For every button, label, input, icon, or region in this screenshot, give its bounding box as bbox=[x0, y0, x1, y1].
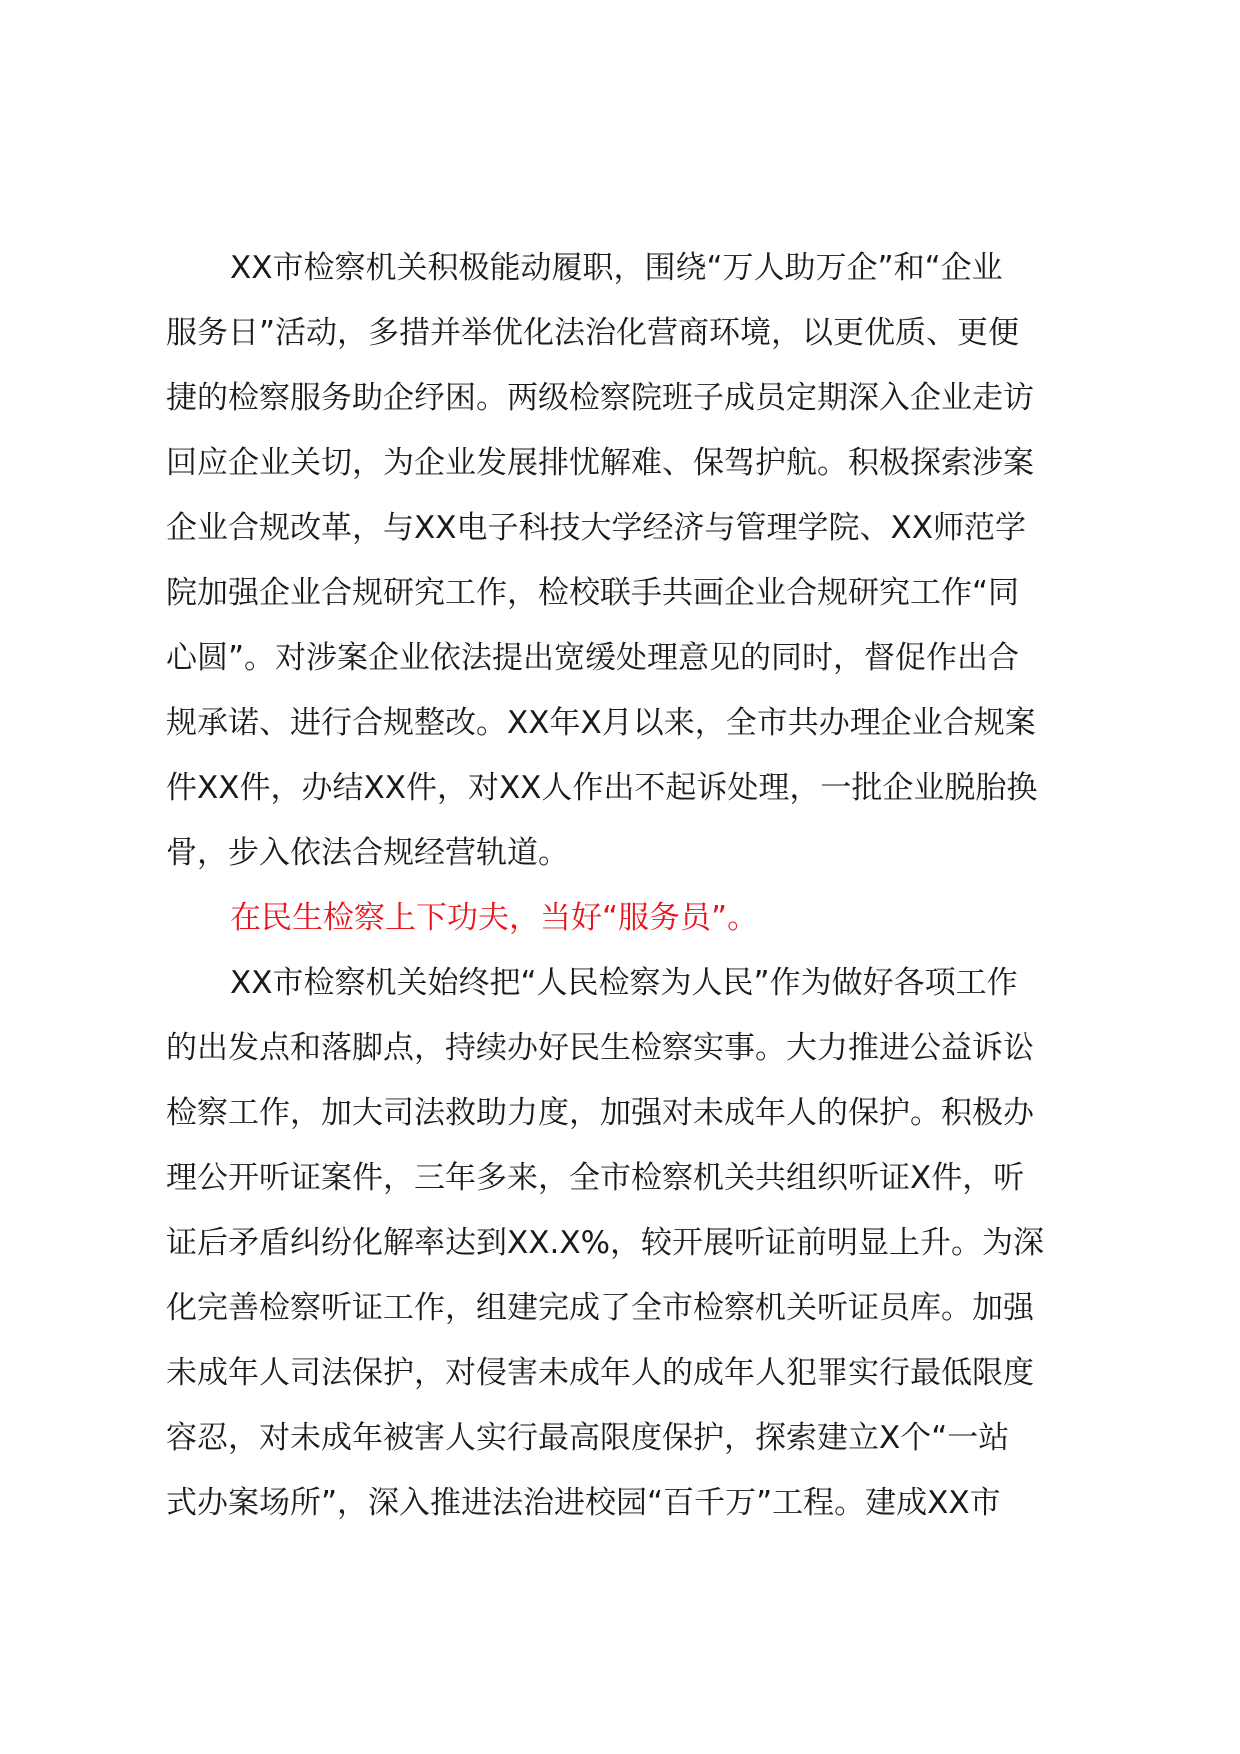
paragraph-line: 理公开听证案件，三年多来，全市检察机关共组织听证X件，听 bbox=[166, 1160, 1025, 1196]
paragraph-livelihood bbox=[166, 951, 1106, 1536]
paragraph-line: 规承诺、进行合规整改。XX年X月以来，全市共办理企业合规案 bbox=[166, 705, 1036, 741]
paragraph-line: 证后矛盾纠纷化解率达到XX.X%，较开展听证前明显上升。为深 bbox=[166, 1225, 1045, 1261]
document-body bbox=[166, 236, 1106, 1536]
paragraph-line: 心圆”。对涉案企业依法提出宽缓处理意见的同时，督促作出合 bbox=[166, 640, 1020, 676]
section-heading bbox=[166, 886, 1106, 951]
paragraph-line: 捷的检察服务助企纾困。两级检察院班子成员定期深入企业走访 bbox=[166, 380, 1034, 416]
paragraph-line: 骨，步入依法合规经营轨道。 bbox=[166, 835, 569, 871]
paragraph-line: 化完善检察听证工作，组建完成了全市检察机关听证员库。加强 bbox=[166, 1290, 1034, 1326]
paragraph-line: 件XX件，办结XX件，对XX人作出不起诉处理，一批企业脱胎换 bbox=[166, 770, 1038, 806]
paragraph-line: 院加强企业合规研究工作，检校联手共画企业合规研究工作“同 bbox=[166, 575, 1020, 611]
paragraph-line: 未成年人司法保护，对侵害未成年人的成年人犯罪实行最低限度 bbox=[166, 1355, 1034, 1391]
paragraph-line: 服务日”活动，多措并举优化法治化营商环境，以更优质、更便 bbox=[166, 315, 1020, 351]
paragraph-line: 检察工作，加大司法救助力度，加强对未成年人的保护。积极办 bbox=[166, 1095, 1034, 1131]
paragraph-line: 回应企业关切，为企业发展排忧解难、保驾护航。积极探索涉案 bbox=[166, 445, 1034, 481]
paragraph-line: 企业合规改革，与XX电子科技大学经济与管理学院、XX师范学 bbox=[166, 510, 1026, 546]
paragraph-line: 容忍，对未成年被害人实行最高限度保护，探索建立X个“一站 bbox=[166, 1420, 1010, 1456]
paragraph-business-environment bbox=[166, 236, 1106, 886]
paragraph-line: XX市检察机关始终把“人民检察为人民”作为做好各项工作 bbox=[230, 965, 1018, 1001]
paragraph-line: XX市检察机关积极能动履职，围绕“万人助万企”和“企业 bbox=[230, 250, 1003, 286]
paragraph-line: 的出发点和落脚点，持续办好民生检察实事。大力推进公益诉讼 bbox=[166, 1030, 1034, 1066]
paragraph-line: 式办案场所”，深入推进法治进校园“百千万”工程。建成XX市 bbox=[166, 1485, 1001, 1521]
section-heading-text: 在民生检察上下功夫，当好“服务员”。 bbox=[230, 900, 759, 936]
